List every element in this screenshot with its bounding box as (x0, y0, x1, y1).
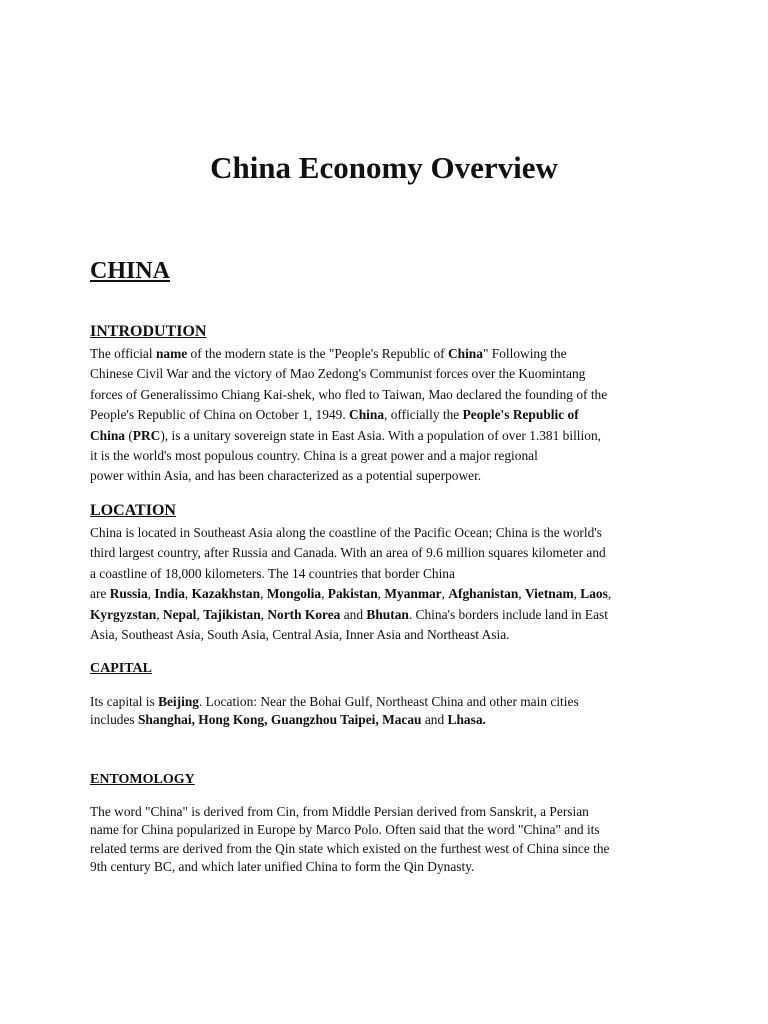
text-run: , (573, 586, 581, 602)
bold-text-run: Kazakhstan (191, 586, 261, 602)
text-run: The official (90, 346, 156, 361)
heading-introduction: INTRODUTION (90, 323, 207, 340)
text-run: third largest country, after Russia and Canada. With an area of 9.6 million squares kilometer and (90, 545, 606, 561)
bold-text-run: Tajikistan (203, 606, 261, 622)
text-line (90, 385, 680, 405)
bold-text-run: Myanmar (384, 586, 442, 602)
bold-text-run: Shanghai, Hong Kong, Guangzhou Taipei, Macau (137, 712, 422, 728)
heading-china: CHINA (90, 258, 171, 284)
text-line (90, 605, 680, 625)
text-line (90, 584, 680, 604)
bold-text-run: Vietnam (525, 586, 574, 602)
heading-capital: CAPITAL (90, 661, 152, 676)
bold-text-run: Afghanistan (448, 586, 519, 602)
text-run: name for China popularized in Europe by Marco Polo. Often said that the word "China" and its (90, 822, 600, 838)
text-run: , (321, 586, 328, 602)
text-line (90, 711, 680, 729)
text-run: power within Asia, and has been characterized as a potential superpower. (90, 468, 482, 484)
text-run: , (377, 586, 385, 602)
text-run: , (260, 586, 267, 602)
bold-text-run: name (155, 346, 188, 361)
bold-text-run: China (90, 427, 125, 443)
text-run: , (260, 606, 268, 622)
text-run: are (90, 586, 110, 602)
text-run: Its capital is (90, 694, 159, 709)
bold-text-run: India (154, 586, 185, 602)
text-run: forces of Generalissimo Chiang Kai-shek, who fled to Taiwan, Mao declared the founding of the (90, 386, 608, 402)
bold-text-run: Mongolia (266, 586, 322, 602)
text-line (90, 344, 680, 364)
text-run: . China's borders include land in East (408, 606, 608, 622)
text-run: . Location: Near the Bohai Gulf, Northeast China and other main cities (198, 694, 579, 709)
bold-text-run: PRC (132, 427, 161, 443)
bold-text-run: People's Republic of (462, 407, 579, 423)
text-run: , (147, 586, 155, 602)
bold-text-run: Lhasa. (447, 712, 486, 728)
text-line (90, 803, 680, 821)
heading-location: LOCATION (90, 502, 176, 519)
bold-text-run: Bhutan (366, 606, 409, 622)
text-line (90, 426, 680, 446)
text-line (90, 446, 680, 466)
text-run: 9th century BC, and which later unified China to form the Qin Dynasty. (90, 858, 475, 874)
text-run: " Following the (482, 346, 567, 361)
bold-text-run: Kyrgyzstan (90, 606, 157, 622)
entomology-paragraph (90, 803, 680, 876)
bold-text-run: Russia (109, 586, 148, 602)
text-run: , officially the (384, 407, 463, 423)
text-line (90, 693, 680, 711)
bold-text-run: Beijing (158, 694, 199, 709)
introduction-paragraph (90, 344, 680, 487)
text-run: Chinese Civil War and the victory of Mao Zedong's Communist forces over the Kuomintang (90, 366, 586, 382)
capital-paragraph (90, 693, 680, 730)
text-line (90, 364, 680, 384)
text-line (90, 625, 680, 645)
bold-text-run: Laos (580, 586, 608, 602)
text-run: and (421, 712, 448, 728)
text-run: The word "China" is derived from Cin, from Middle Persian derived from Sanskrit, a Persian (90, 804, 589, 819)
text-run: ( (124, 427, 133, 443)
text-line (90, 821, 680, 839)
bold-text-run: Nepal (162, 606, 197, 622)
text-line (90, 858, 680, 876)
text-run: of the modern state is the "People's Republic of (187, 346, 448, 361)
bold-text-run: China (349, 407, 385, 423)
text-line (90, 466, 680, 486)
text-run: , (196, 606, 204, 622)
text-run: ), is a unitary sovereign state in East Asia. With a population of over 1.381 billion, (160, 427, 601, 443)
text-run: , (184, 586, 192, 602)
bold-text-run: North Korea (267, 606, 341, 622)
text-run: People's Republic of China on October 1, 1949. (90, 407, 350, 423)
text-line (90, 840, 680, 858)
text-run: , (156, 606, 163, 622)
text-run: Asia, Southeast Asia, South Asia, Central Asia, Inner Asia and Northeast Asia. (90, 627, 510, 643)
bold-text-run: Pakistan (327, 586, 378, 602)
text-run: a coastline of 18,000 kilometers. The 14 countries that border China (90, 565, 455, 581)
text-line (90, 523, 680, 543)
bold-text-run: China (447, 346, 483, 361)
text-run: includes (90, 712, 138, 728)
text-run: , (441, 586, 449, 602)
document-title: China Economy Overview (210, 150, 558, 185)
text-line (90, 543, 680, 563)
text-run: and (340, 606, 367, 622)
location-paragraph (90, 523, 680, 645)
heading-entomology: ENTOMOLOGY (90, 772, 195, 787)
text-run: related terms are derived from the Qin state which existed on the furthest west of China since the (90, 840, 610, 856)
text-run: , (607, 586, 612, 602)
text-line (90, 564, 680, 584)
text-run: China is located in Southeast Asia along the coastline of the Pacific Ocean; China is the world's (90, 525, 602, 540)
text-line (90, 405, 680, 425)
text-run: , (518, 586, 525, 602)
text-run: it is the world's most populous country. China is a great power and a major regional (90, 448, 538, 464)
